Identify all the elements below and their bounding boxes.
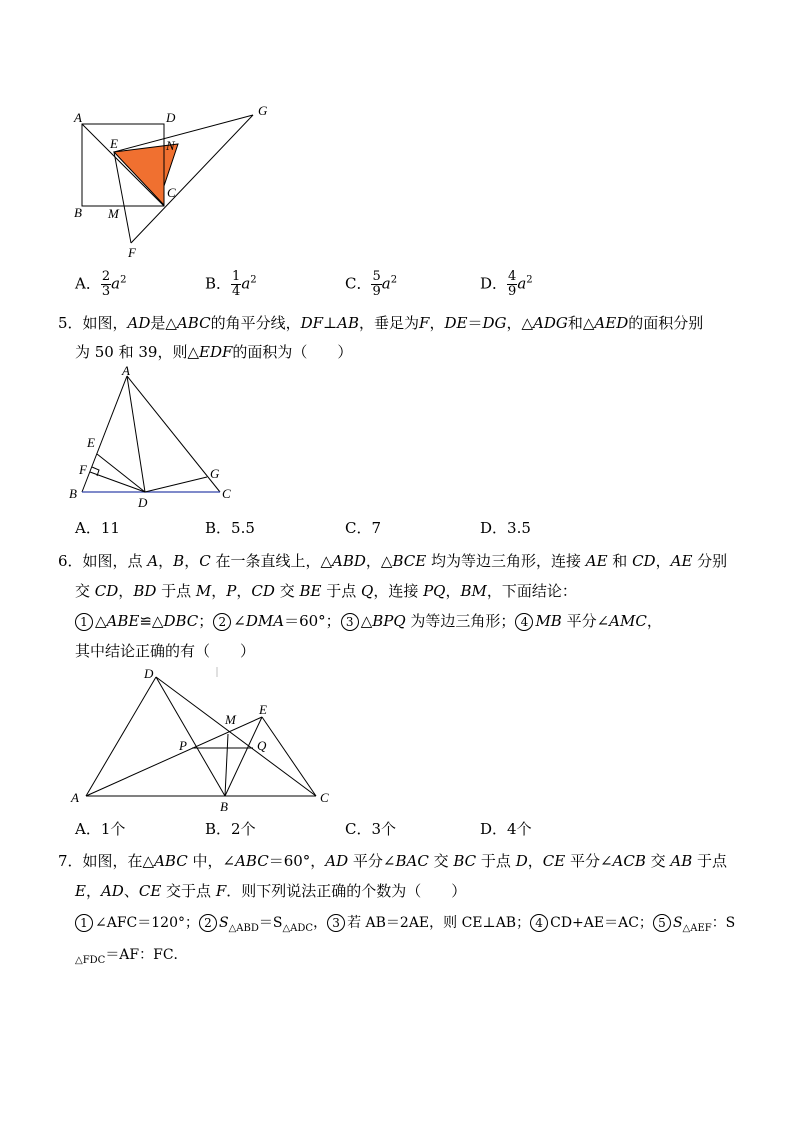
q4-option-a: A． $\frac{2}{3}$ $a^2$ <box>75 269 127 299</box>
label-c: C <box>222 486 231 501</box>
label-a: A <box>122 366 130 378</box>
q6-line-3: 1 △ABE≌△DBC； 2 ∠DMA＝60°； 3 △BPQ 为等边三角形； 4 MB 平分∠AMC， <box>75 611 662 631</box>
label-n: N <box>166 138 175 153</box>
q6-option-c: C．3个 <box>345 820 397 838</box>
label-p: P <box>179 738 187 753</box>
label-b: B <box>74 205 82 220</box>
segment-ec <box>262 717 316 796</box>
circled-number-2: 2 <box>213 613 231 631</box>
label-e: E <box>259 702 267 717</box>
label-d: D <box>144 666 154 681</box>
q5-option-a: A．11 <box>75 519 120 537</box>
q7-line-1: 7．如图，在△ABC 中，∠ABC＝60°，AD 平分∠BAC 交 BC 于点 D，CE 平分∠ACB 交 AB 于点 <box>58 852 728 870</box>
segment-ab <box>82 376 127 492</box>
segment-dg <box>145 477 207 492</box>
label-m: M <box>108 206 119 221</box>
segment-ad <box>86 677 156 796</box>
circled-number-1: 1 <box>75 914 93 932</box>
label-f: F <box>79 462 87 477</box>
label-b: B <box>220 799 228 814</box>
q7-line-2: E，AD、CE 交于点 F．则下列说法正确的个数为（ ） <box>75 882 467 900</box>
q5-line-1: 5．如图，AD是△ABC的角平分线，DF⊥AB，垂足为F，DE＝DG，△ADG和△AED的面积分别 <box>58 314 704 332</box>
circled-number-4: 4 <box>515 613 533 631</box>
segment-de <box>97 454 145 492</box>
label-m: M <box>225 712 236 727</box>
label-d: D <box>166 110 176 125</box>
right-angle-mark <box>92 467 99 476</box>
figure-q5 <box>65 366 245 512</box>
segment-be <box>225 717 262 796</box>
label-f: F <box>128 245 136 260</box>
segment-ac <box>127 376 220 492</box>
label-c: C <box>167 185 176 200</box>
q6-line-2: 交 CD，BD 于点 M，P，CD 交 BE 于点 Q，连接 PQ，BM，下面结论： <box>75 582 577 600</box>
segment-db <box>156 677 225 796</box>
label-e: E <box>110 136 118 151</box>
label-g: G <box>210 466 220 481</box>
q6-line-1: 6．如图，点 A，B，C 在一条直线上，△ABD，△BCE 均为等边三角形，连接 AE 和 CD，AE 分别 <box>58 552 728 570</box>
label-a: A <box>71 790 79 805</box>
q6-option-a: A．1个 <box>75 820 126 838</box>
segment-df <box>90 472 145 492</box>
circled-number-3: 3 <box>327 914 345 932</box>
segment-bm <box>225 734 228 796</box>
label-d: D <box>138 495 148 510</box>
figure-q4 <box>70 100 280 260</box>
label-e: E <box>87 435 95 450</box>
q6-option-d: D．4个 <box>480 820 532 838</box>
q6-option-b: B．2个 <box>205 820 256 838</box>
circled-number-1: 1 <box>75 613 93 631</box>
q4-option-d: D． $\frac{4}{9}$ $a^2$ <box>480 269 533 299</box>
circled-number-2: 2 <box>199 914 217 932</box>
segment-ad <box>127 376 145 492</box>
q5-option-d: D．3.5 <box>480 519 531 537</box>
label-b: B <box>69 486 77 501</box>
circled-number-3: 3 <box>341 613 359 631</box>
label-a: A <box>74 110 82 125</box>
q6-line-4: 其中结论正确的有（ ） <box>75 642 256 660</box>
q4-option-c: C． $\frac{5}{9}$ $a^2$ <box>345 269 398 299</box>
q5-line-2: 为 50 和 39，则△EDF的面积为（ ） <box>75 343 353 361</box>
q7-line-4: $_{\triangle FDC}$＝AF：FC． <box>75 947 188 966</box>
label-c: C <box>320 790 329 805</box>
q7-line-3: 1 ∠AFC＝120°； 2 $S_{\triangle ABD}=S_{\triangle ADC}$， 3 若 AB＝2AE，则 CE⊥AB； 4 CD+AE＝AC； 5 $S_{\triangle AEF}$：S <box>75 913 735 939</box>
q5-option-b: B．5.5 <box>205 519 255 537</box>
segment-dc <box>156 677 316 796</box>
circled-number-4: 4 <box>530 914 548 932</box>
circled-number-5: 5 <box>653 914 671 932</box>
figure-q6 <box>65 664 345 816</box>
q5-option-c: C．7 <box>345 519 382 537</box>
q4-option-b: B． $\frac{1}{4}$ $a^2$ <box>205 269 257 299</box>
segment-ae <box>86 717 262 796</box>
segment-eg <box>114 115 253 152</box>
label-q: Q <box>257 738 267 753</box>
label-g: G <box>258 103 268 118</box>
